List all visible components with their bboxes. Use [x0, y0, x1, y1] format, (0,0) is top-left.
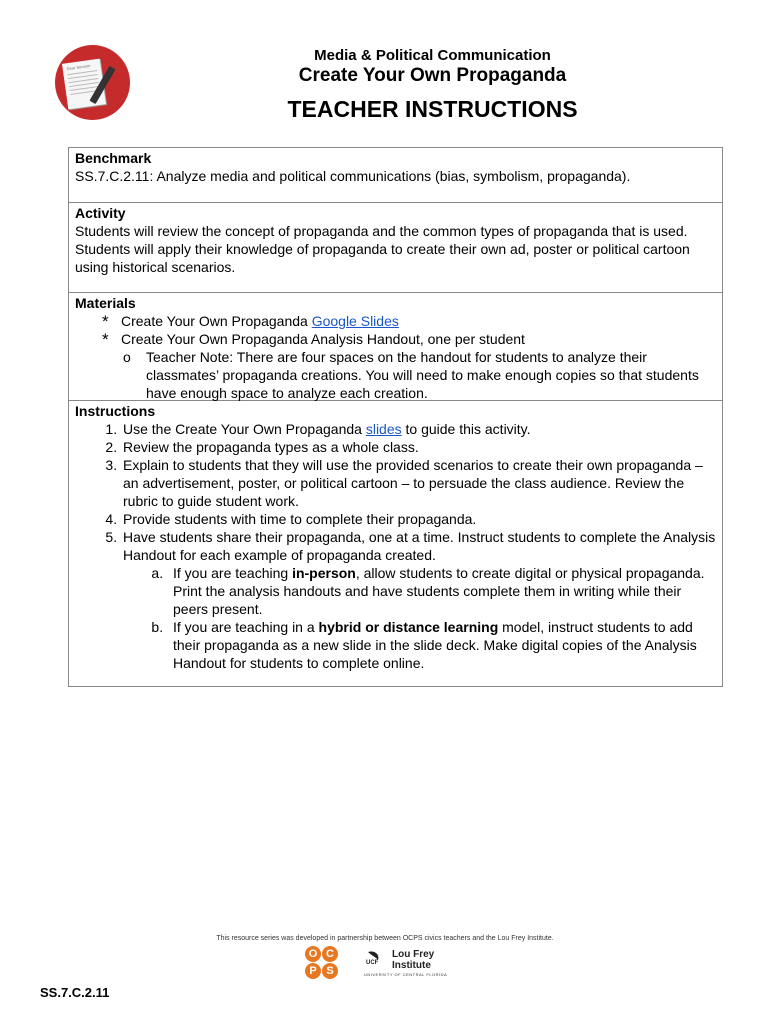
instruction-step: 3. Explain to students that they will use the provided scenarios to create their own propaganda – an advertisement, poster, or political cartoon – to persuade the class audience. Review the rubric to guide student work. [121, 456, 716, 510]
benchmark-code: SS.7.C.2.11 [40, 985, 110, 1000]
university-name: UNIVERSITY OF CENTRAL FLORIDA [364, 972, 448, 977]
materials-item [99, 330, 716, 348]
page-heading: TEACHER INSTRUCTIONS [287, 96, 578, 122]
teacher-note-text: Teacher Note: There are four spaces on the handout for students to analyze their classmates’ propaganda creations. You will need to make enough copies so that students have enough space to analyze each creation. [146, 349, 699, 401]
ocps-logo: O C P S [305, 946, 339, 980]
benchmark-text: SS.7.C.2.11: Analyze media and political communications (bias, symbolism, propaganda). [75, 168, 631, 184]
instruction-substep: a. If you are teaching in-person, allow students to create digital or physical propaganda. Print the analysis handouts and have students complete them in writing while their peers present. [167, 564, 716, 618]
instruction-substep: b. If you are teaching in a hybrid or distance learning model, instruct students to add their propaganda as a new slide in the slide deck. Make digital copies of the Analysis Handout for students to complete online. [167, 618, 716, 672]
benchmark-label: Benchmark [75, 150, 152, 166]
lesson-title: Create Your Own Propaganda [298, 65, 567, 86]
materials-item [99, 312, 716, 330]
materials-item-text: Create Your Own Propaganda Analysis Handout, one per student [121, 331, 525, 347]
asterisk-bullet-icon: * [102, 330, 109, 349]
lou-frey-institute-logo [362, 948, 472, 980]
materials-item-text: Create Your Own Propaganda [121, 313, 312, 329]
activity-text: Students will review the concept of propaganda and the common types of propaganda that is used. Students will apply their knowledge of propaganda to create their own ad, poster or political cartoon using historical scenarios. [75, 223, 690, 275]
instructions-label: Instructions [75, 403, 156, 419]
materials-section [69, 293, 722, 401]
instructions-section [69, 401, 722, 675]
benchmark-section [69, 148, 722, 203]
materials-label: Materials [75, 295, 136, 311]
lesson-logo [55, 45, 130, 120]
institute-name-line1: Lou Frey [392, 949, 435, 960]
instruction-step: 2. Review the propaganda types as a whole class. [121, 438, 716, 456]
teacher-note [123, 348, 716, 402]
instruction-step: 5. Have students share their propaganda, one at a time. Instruct students to complete the Analysis Handout for each example of propaganda created. a. If you are teaching in-person, allow students to create digital or physical propaganda. Print the analysis handouts and have students complete them in writing while their peers present. b. If you are teaching in a hybrid or distance learning model, instruct students to add their propaganda as a new slide in the slide deck. Make digital copies of the Analysis Handout for students to complete online. [121, 528, 716, 672]
activity-section [69, 203, 722, 293]
partnership-note: This resource series was developed in partnership between OCPS civics teachers and the Lou Frey Institute. [216, 935, 554, 942]
activity-label: Activity [75, 205, 126, 221]
instruction-step: 4. Provide students with time to complete their propaganda. [121, 510, 716, 528]
slides-link[interactable]: slides [365, 421, 402, 437]
instruction-step: 1. Use the Create Your Own Propaganda slides to guide this activity. [121, 420, 716, 438]
google-slides-link[interactable]: Google Slides [311, 313, 399, 329]
asterisk-bullet-icon: * [102, 312, 109, 331]
circle-bullet-icon: o [123, 349, 131, 365]
course-subtitle: Media & Political Communication [314, 47, 551, 64]
institute-name-line2: Institute [392, 960, 431, 971]
logo-paper-text: Dear Senator [66, 62, 91, 72]
ucf-label: UCF [366, 960, 379, 966]
instructions-table [68, 147, 723, 687]
